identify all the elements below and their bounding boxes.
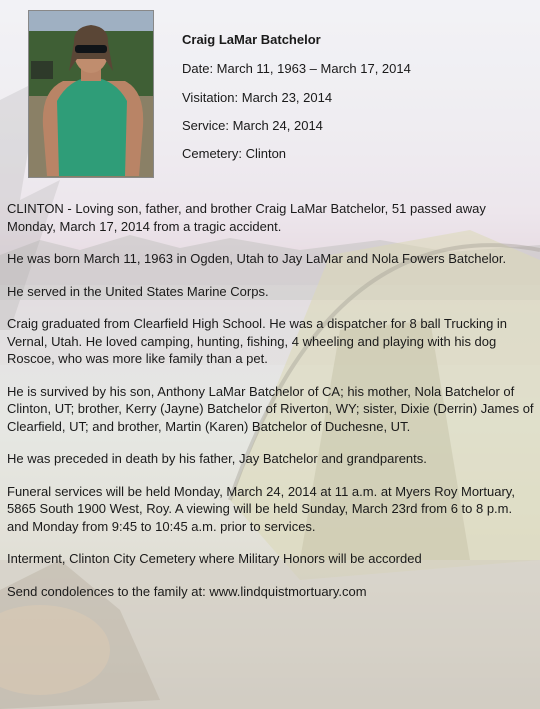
deceased-name: Craig LaMar Batchelor (182, 32, 321, 47)
portrait-atv (31, 61, 53, 79)
paragraph-funeral: Funeral services will be held Monday, March 24, 2014 at 11 a.m. at Myers Roy Mortuary, 5865 South 1900 West, Roy. A viewing will be held Sunday, March 23rd from 6 to 8 p.m. and Monday from 9:45 to 10:45 a.m. prior to services. (7, 483, 515, 534)
paragraph-interment: Interment, Clinton City Cemetery where Military Honors will be accorded (7, 551, 422, 566)
service-line: Service: March 24, 2014 (182, 118, 323, 133)
portrait-photo (28, 10, 154, 178)
portrait-illustration (29, 11, 153, 177)
date-line: Date: March 11, 1963 – March 17, 2014 (182, 61, 411, 76)
paragraph-condolences: Send condolences to the family at: www.lindquistmortuary.com (7, 583, 367, 599)
paragraph-preceded: He was preceded in death by his father, Jay Batchelor and grandparents. (7, 451, 427, 466)
cemetery-line: Cemetery: Clinton (182, 146, 287, 161)
paragraph-life: Craig graduated from Clearfield High School. He was a dispatcher for 8 ball Trucking in Vernal, Utah. He loved camping, hunting, fishing, 4 wheeling and playing with his dog Roscoe, who was more like family than a pet. (7, 316, 508, 366)
visitation-line: Visitation: March 23, 2014 (182, 90, 333, 105)
paragraph-service: He served in the United States Marine Corps. (7, 283, 269, 299)
paragraph-birth: He was born March 11, 1963 in Ogden, Utah to Jay LaMar and Nola Fowers Batchelor. (7, 251, 507, 266)
paragraph-intro: CLINTON - Loving son, father, and brother Craig LaMar Batchelor, 51 passed away Monday, March 17, 2014 from a tragic accident. (7, 201, 486, 234)
person-sunglasses (75, 45, 107, 53)
person-green-shirt (57, 77, 127, 176)
paragraph-survivors: He is survived by his son, Anthony LaMar Batchelor of CA; his mother, Nola Batchelor of Clinton, UT; brother, Kerry (Jayne) Batchelor of Riverton, WY; sister, Dixie (Derrin) James of Clearfield, UT; and brother, Martin (Karen) Batchelor of Duchesne, UT. (7, 383, 534, 434)
obituary-body (7, 200, 535, 615)
